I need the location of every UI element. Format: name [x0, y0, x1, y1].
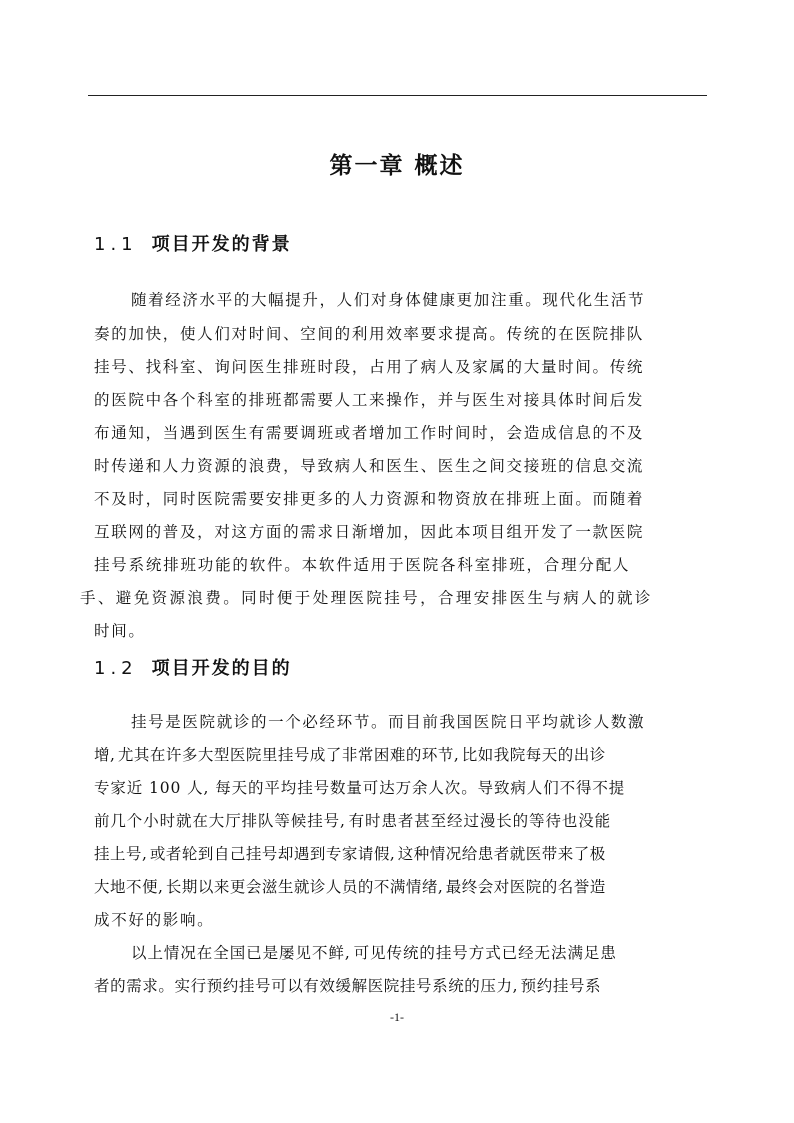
paragraph-line: 奏的加快，使人们对时间、空间的利用效率要求提高。传统的在医院排队	[94, 325, 645, 343]
paragraph-line: 布通知，当遇到医生有需要调班或者增加工作时间时，会造成信息的不及	[94, 424, 645, 442]
paragraph-line: 挂号系统排班功能的软件。本软件适用于医院各科室排班，合理分配人	[94, 556, 631, 574]
section-number: 1.1	[94, 234, 138, 255]
paragraph-line: 互联网的普及，对这方面的需求日渐增加，因此本项目组开发了一款医院	[94, 523, 645, 541]
chapter-title: 第一章 概述	[329, 153, 465, 179]
paragraph-line: 前几个小时就在大厅排队等候挂号, 有时患者甚至经过漫长的等待也没能	[94, 812, 612, 830]
paragraph-line: 手、避免资源浪费。同时便于处理医院挂号，合理安排医生与病人的就诊	[80, 589, 653, 607]
section-number: 1.2	[94, 658, 138, 679]
paragraph-line: 时传递和人力资源的浪费，导致病人和医生、医生之间交接班的信息交流	[94, 457, 645, 475]
paragraph-line: 挂号是医院就诊的一个必经环节。而目前我国医院日平均就诊人数激	[131, 713, 646, 731]
paragraph-line: 挂号、找科室、询问医生排班时段，占用了病人及家属的大量时间。传统	[94, 358, 645, 376]
paragraph-line: 时间。	[94, 622, 146, 640]
paragraph-line: 增, 尤其在许多大型医院里挂号成了非常困难的环节, 比如我院每天的出诊	[94, 746, 606, 764]
paragraph-line: 成不好的影响。	[94, 911, 215, 929]
paragraph-line: 不及时，同时医院需要安排更多的人力资源和物资放在排班上面。而随着	[94, 490, 645, 508]
paragraph-line: 者的需求。实行预约挂号可以有效缓解医院挂号系统的压力, 预约挂号系	[94, 977, 602, 995]
paragraph-line: 的医院中各个科室的排班都需要人工来操作，并与医生对接具体时间后发	[94, 391, 645, 409]
paragraph-line: 挂上号, 或者轮到自己挂号却遇到专家请假, 这种情况给患者就医带来了极	[94, 845, 606, 863]
section-title: 项目开发的目的	[151, 658, 292, 679]
paragraph-line: 随着经济水平的大幅提升，人们对身体健康更加注重。现代化生活节	[131, 291, 646, 309]
paragraph-line: 大地不便, 长期以来更会滋生就诊人员的不满情绪, 最终会对医院的名誉造	[94, 878, 606, 896]
section-title: 项目开发的背景	[151, 234, 292, 255]
paragraph-line: 以上情况在全国已是屡见不鲜, 可见传统的挂号方式已经无法满足患	[131, 944, 617, 962]
paragraph-line: 专家近 100 人, 每天的平均挂号数量可达万余人次。导致病人们不得不提	[94, 779, 626, 797]
page-number: -1-	[390, 1010, 404, 1024]
